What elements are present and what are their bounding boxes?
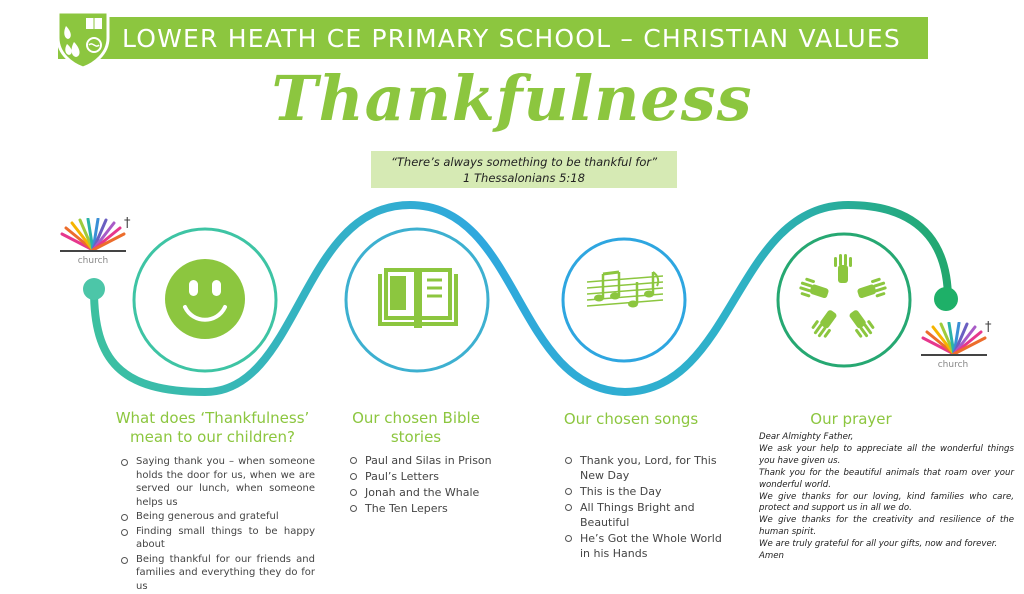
hands-circle-icon xyxy=(797,253,889,349)
quote-text: “There’s always something to be thankful for” xyxy=(390,155,658,169)
quote-reference: 1 Thessalonians 5:18 xyxy=(463,171,585,185)
open-book-rainbow-icon xyxy=(919,322,989,358)
songs-list xyxy=(564,453,724,562)
list-item: All Things Bright and Beautiful xyxy=(564,500,724,530)
list-item: Being generous and grateful xyxy=(120,510,315,524)
open-book-rainbow-icon xyxy=(58,218,128,254)
list-item: He’s Got the Whole World in his Hands xyxy=(564,531,724,561)
list-item: Jonah and the Whale xyxy=(349,485,519,500)
cross-icon: † xyxy=(985,320,992,335)
list-item: Being thankful for our friends and families and everything they do for us xyxy=(120,553,315,594)
list-item: Thank you, Lord, for This New Day xyxy=(564,453,724,483)
banner-title: LOWER HEATH CE PRIMARY SCHOOL – CHRISTIAN VALUES xyxy=(122,24,901,53)
wave-end-dot xyxy=(934,287,958,311)
list-item: The Ten Lepers xyxy=(349,501,519,516)
bible-book-icon xyxy=(376,266,460,336)
page-title: Thankfulness xyxy=(271,62,753,135)
church-label: church xyxy=(77,256,109,266)
cross-icon: † xyxy=(124,216,131,231)
church-logo-right xyxy=(919,322,999,374)
list-item: Finding small things to be happy about xyxy=(120,525,315,552)
church-logo-left xyxy=(58,218,138,270)
column-heading-prayer: Our prayer xyxy=(810,410,892,428)
column-heading-thankfulness: What does ‘Thankfulness’ mean to our children? xyxy=(115,409,310,446)
list-item: Paul’s Letters xyxy=(349,469,519,484)
thankfulness-list xyxy=(120,455,315,594)
list-item: This is the Day xyxy=(564,484,724,499)
bible-stories-list xyxy=(349,453,519,517)
smiley-icon xyxy=(164,258,246,344)
list-item: Paul and Silas in Prison xyxy=(349,453,519,468)
prayer-text: Dear Almighty Father, We ask your help to appreciate all the wonderful things you have given us. Thank you for the beautiful animals that roam over your wonderful world. We give thanks for our loving, kind families who care, protect and support us in all we do. We give thanks for the creativity and resilience of the human spirit. We are truly grateful for all your gifts, now and forever. Amen xyxy=(759,432,1014,562)
column-heading-songs: Our chosen songs xyxy=(563,410,699,428)
column-heading-bible-stories: Our chosen Bible stories xyxy=(352,409,480,446)
list-item: Saying thank you – when someone holds the door for us, when we are served our lunch, when someone helps us xyxy=(120,455,315,509)
church-label: church xyxy=(937,360,969,370)
wave-start-dot xyxy=(83,278,105,300)
music-notes-icon xyxy=(587,268,663,318)
